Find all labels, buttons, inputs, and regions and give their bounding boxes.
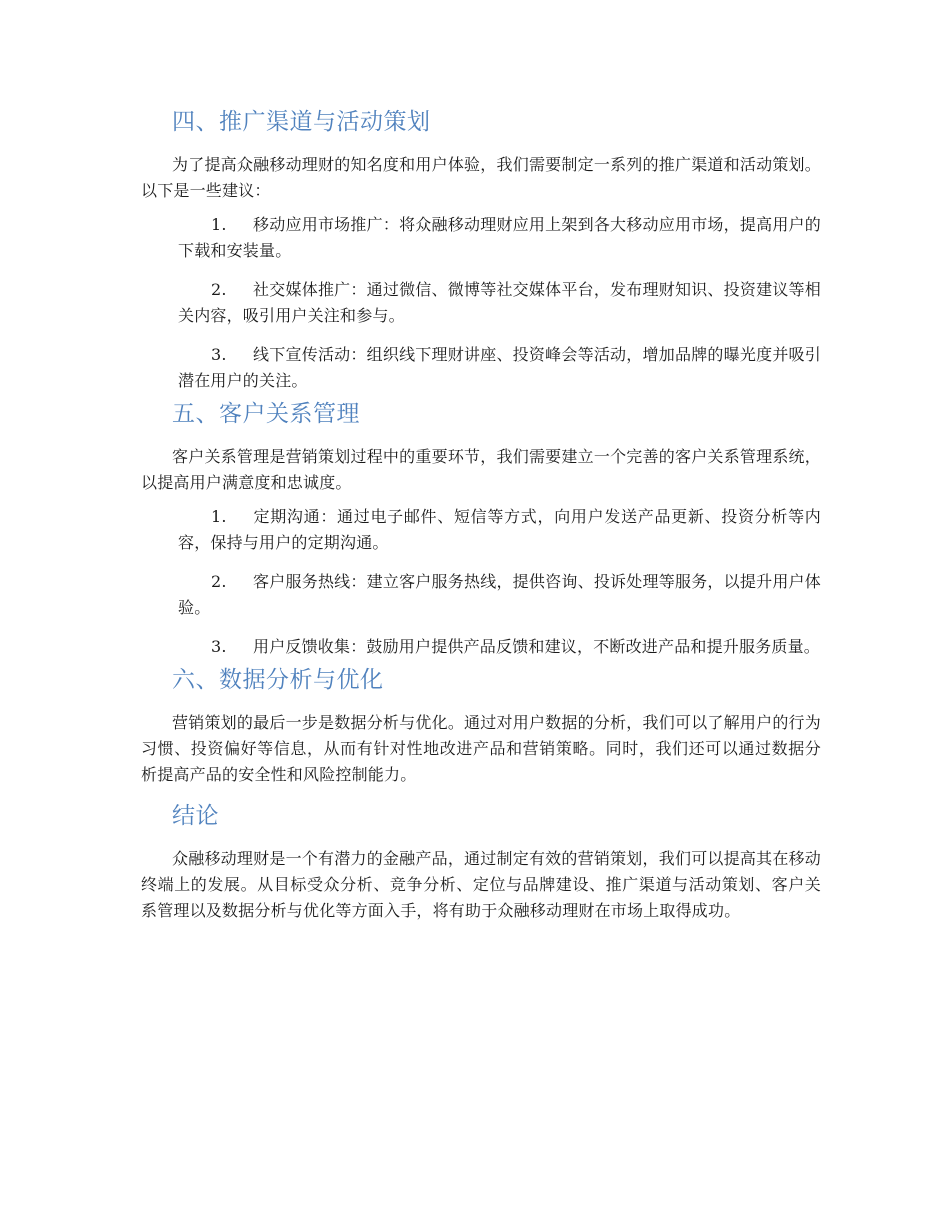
section-paragraph: 众融移动理财是一个有潜力的金融产品，通过制定有效的营销策划，我们可以提高其在移动终端上的发展。从目标受众分析、竞争分析、定位与品牌建设、推广渠道与活动策划、客户关系管理以及数据分析与优化等方面入手，将有助于众融移动理财在市场上取得成功。 xyxy=(141,849,821,920)
section-paragraph: 营销策划的最后一步是数据分析与优化。通过对用户数据的分析，我们可以了解用户的行为习惯、投资偏好等信息，从而有针对性地改进产品和营销策略。同时，我们还可以通过数据分析提高产品的安全性和风险控制能力。 xyxy=(141,713,821,784)
list-text: 移动应用市场推广：将众融移动理财应用上架到各大移动应用市场，提高用户的下载和安装量。 xyxy=(178,215,821,260)
list-number: 1. xyxy=(211,507,227,526)
numbered-list xyxy=(141,212,821,394)
section-promotion xyxy=(141,102,821,394)
section-customer-relations xyxy=(141,394,821,660)
list-item xyxy=(178,504,821,556)
section-heading: 五、客户关系管理 xyxy=(172,401,360,427)
list-number: 2. xyxy=(211,280,227,299)
list-text: 用户反馈收集：鼓励用户提供产品反馈和建议，不断改进产品和提升服务质量。 xyxy=(253,637,821,656)
list-item xyxy=(178,212,821,264)
list-number: 1. xyxy=(211,215,227,234)
list-item xyxy=(178,277,821,329)
section-data-analysis xyxy=(141,660,821,796)
list-text: 客户服务热线：建立客户服务热线，提供咨询、投诉处理等服务，以提升用户体验。 xyxy=(178,572,821,617)
list-text: 定期沟通：通过电子邮件、短信等方式，向用户发送产品更新、投资分析等内容，保持与用户的定期沟通。 xyxy=(178,507,821,552)
section-paragraph: 为了提高众融移动理财的知名度和用户体验，我们需要制定一系列的推广渠道和活动策划。以下是一些建议： xyxy=(141,155,821,200)
numbered-list xyxy=(141,504,821,660)
list-item xyxy=(178,634,821,660)
section-heading: 四、推广渠道与活动策划 xyxy=(172,109,431,135)
list-text: 线下宣传活动：组织线下理财讲座、投资峰会等活动，增加品牌的曝光度并吸引潜在用户的关注。 xyxy=(178,345,821,390)
section-paragraph: 客户关系管理是营销策划过程中的重要环节，我们需要建立一个完善的客户关系管理系统，以提高用户满意度和忠诚度。 xyxy=(141,447,821,492)
list-item xyxy=(178,342,821,394)
section-heading: 结论 xyxy=(172,803,219,829)
list-number: 3. xyxy=(211,637,227,656)
list-number: 3. xyxy=(211,345,227,364)
section-conclusion xyxy=(141,796,821,924)
list-text: 社交媒体推广：通过微信、微博等社交媒体平台，发布理财知识、投资建议等相关内容，吸引用户关注和参与。 xyxy=(178,280,821,325)
list-number: 2. xyxy=(211,572,227,591)
section-heading: 六、数据分析与优化 xyxy=(172,667,384,693)
document-body xyxy=(141,102,821,924)
list-item xyxy=(178,569,821,621)
